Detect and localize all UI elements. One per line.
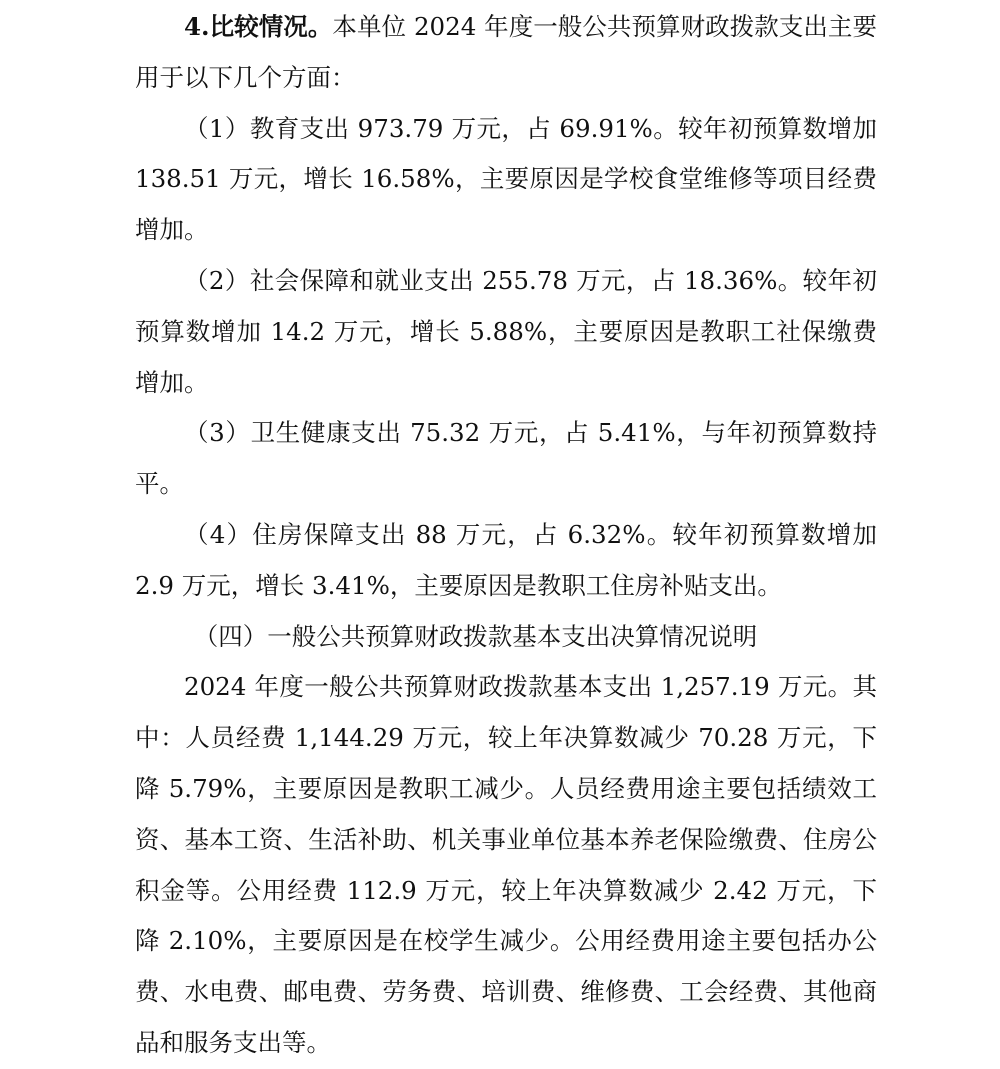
item-housing: （4）住房保障支出 88 万元，占 6.32%。较年初预算数增加 2.9 万元，增长 3.41%，主要原因是教职工住房补贴支出。 [135, 519, 877, 600]
item-social-security: （2）社会保障和就业支出 255.78 万元，占 18.36%。较年初预算数增加 14.2 万元，增长 5.88%，主要原因是教职工社保缴费增加。 [135, 265, 877, 397]
document-page [135, 2, 877, 1069]
comparison-text: 本单位 2024 年度一般公共预算财政拨款支出主要用于以下几个方面： [135, 12, 877, 92]
item-education: （1）教育支出 973.79 万元，占 69.91%。较年初预算数增加 138.51 万元，增长 16.58%，主要原因是学校食堂维修等项目经费增加。 [135, 113, 877, 245]
item-health: （3）卫生健康支出 75.32 万元，占 5.41%，与年初预算数持平。 [135, 418, 877, 499]
section-heading: （四）一般公共预算财政拨款基本支出决算情况说明 [193, 621, 758, 651]
basic-expenditure-paragraph: 2024 年度一般公共预算财政拨款基本支出 1,257.19 万元。其中：人员经费 1,144.29 万元，较上年决算数减少 70.28 万元，下降 5.79%，主要原因是教职工减少。人员经费用途主要包括绩效工资、基本工资、生活补助、机关事业单位基本养老保险缴费、住房公积金等。公用经费 112.9 万元，较上年决算数减少 2.42 万元，下降 2.10%，主要原因是在校学生减少。公用经费用途主要包括办公费、水电费、邮电费、劳务费、培训费、维修费、工会经费、其他商品和服务支出等。 [135, 672, 877, 1057]
comparison-heading: 4.比较情况。 [184, 12, 333, 41]
comparison-paragraph [135, 2, 877, 104]
